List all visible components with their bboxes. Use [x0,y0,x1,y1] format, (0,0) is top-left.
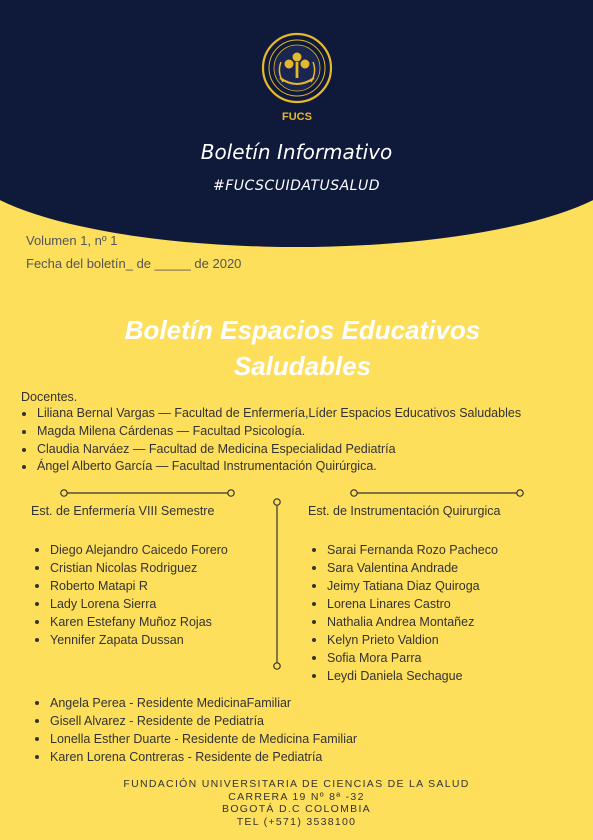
list-item: Sara Valentina Andrade [311,559,498,577]
list-item: Sarai Fernanda Rozo Pacheco [311,541,498,559]
enfermeria-list [34,541,228,649]
instrumentacion-heading: Est. de Instrumentación Quirurgica [308,504,501,518]
list-item: Karen Estefany Muñoz Rojas [34,613,228,631]
list-item: Nathalia Andrea Montañez [311,613,498,631]
footer-address [0,778,593,828]
enfermeria-heading: Est. de Enfermería VIII Semestre [31,504,215,518]
list-item: Leydi Daniela Sechague [311,667,498,685]
date-label: Fecha del boletín_ de _____ de 2020 [26,256,242,271]
newsletter-title: Boletín Informativo [200,140,393,164]
list-item: Kelyn Prieto Valdion [311,631,498,649]
logo-text: FUCS [282,111,312,123]
list-item: Karen Lorena Contreras - Residente de Pediatría [34,748,357,766]
footer-line: CARRERA 19 Nº 8ª -32 [228,790,365,803]
list-item: Ángel Alberto García — Facultad Instrumentación Quirúrgica. [21,458,521,476]
instrumentacion-list [311,541,498,685]
footer-line: BOGOTÁ D.C COLOMBIA [222,803,371,815]
list-item: Magda Milena Cárdenas — Facultad Psicología. [21,423,521,441]
residentes-list [34,694,357,766]
list-item: Claudia Narváez — Facultad de Medicina Especialidad Pediatría [21,441,521,459]
hashtag: #FUCSCUIDATUSALUD [212,178,381,194]
volume-label: Volumen 1, nº 1 [26,233,118,248]
list-item: Yennifer Zapata Dussan [34,631,228,649]
list-item: Jeimy Tatiana Diaz Quiroga [311,577,498,595]
main-title-line-2: Saludables [233,351,372,381]
list-item: Lonella Esther Duarte - Residente de Medicina Familiar [34,730,357,748]
footer-line: FUNDACIÓN UNIVERSITARIA DE CIENCIAS DE LA SALUD [123,778,470,790]
list-item: Lorena Linares Castro [311,595,498,613]
list-item: Liliana Bernal Vargas — Facultad de Enfermería,Líder Espacios Educativos Saludables [21,405,521,423]
footer-line: TEL (+571) 3538100 [236,815,357,828]
list-item: Roberto Matapi R [34,577,228,595]
docentes-heading: Docentes. [21,390,78,404]
list-item: Angela Perea - Residente MedicinaFamiliar [34,694,357,712]
list-item: Gisell Alvarez - Residente de Pediatría [34,712,357,730]
list-item: Sofia Mora Parra [311,649,498,667]
list-item: Diego Alejandro Caicedo Forero [34,541,228,559]
main-title-line-1: Boletín Espacios Educativos [124,315,481,345]
list-item: Lady Lorena Sierra [34,595,228,613]
list-item: Cristian Nicolas Rodriguez [34,559,228,577]
